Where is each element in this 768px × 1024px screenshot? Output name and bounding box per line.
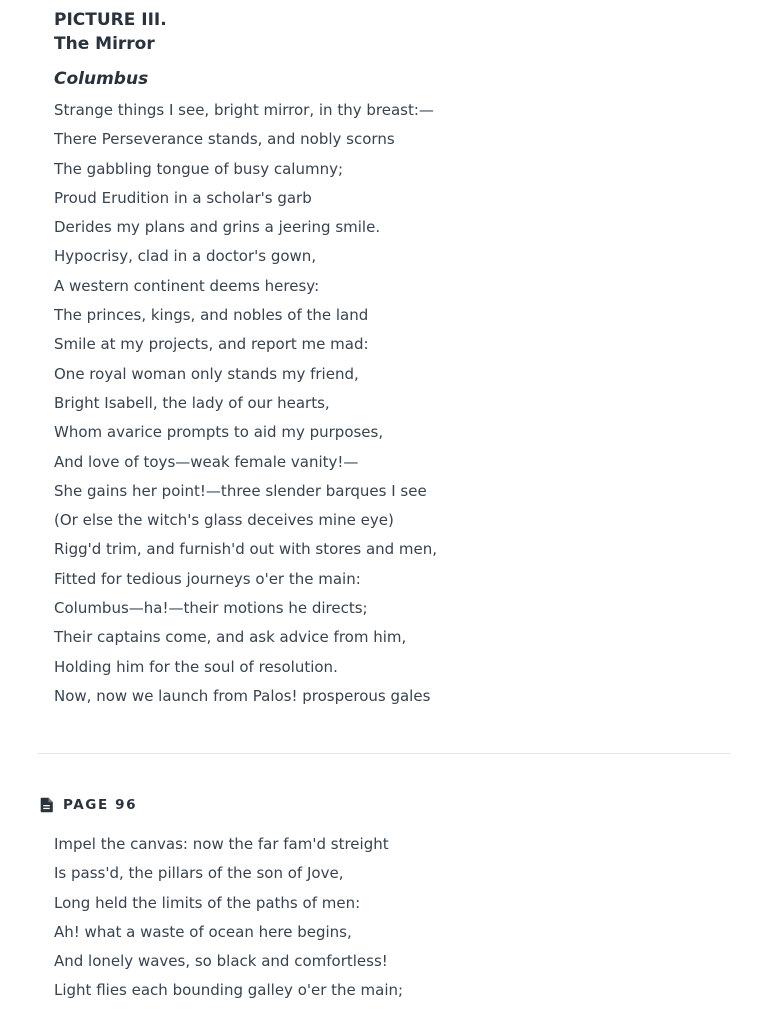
- section-title: The Mirror: [54, 34, 155, 54]
- verse-line: One royal woman only stands my friend,: [54, 364, 359, 383]
- verse-line: Rigg'd trim, and furnish'd out with stores and men,: [54, 540, 438, 559]
- verse-line: The princes, kings, and nobles of the land: [54, 306, 369, 325]
- verse-line: Impel the canvas: now the far fam'd streight: [54, 835, 389, 853]
- verse-line: Whom avarice prompts to aid my purposes,: [54, 423, 384, 442]
- verse-line: And lonely waves, so black and comfortless!: [54, 952, 388, 971]
- verse-block-2: [54, 830, 734, 1006]
- verse-line: Is pass'd, the pillars of the son of Jove,: [54, 864, 344, 883]
- verse-line: Derides my plans and grins a jeering smile.: [54, 218, 381, 237]
- verse-line: Ah! what a waste of ocean here begins,: [54, 922, 352, 941]
- verse-line: There Perseverance stands, and nobly scorns: [54, 130, 395, 149]
- verse-line: Now, now we launch from Palos! prosperous gales: [54, 686, 431, 705]
- verse-line: Proud Erudition in a scholar's garb: [54, 188, 312, 207]
- verse-line: And love of toys—weak female vanity!—: [54, 452, 359, 471]
- section-heading: [54, 8, 734, 56]
- poem-section: [54, 8, 734, 711]
- speaker-name: Columbus: [54, 69, 149, 89]
- verse-block-1: [54, 96, 734, 711]
- verse-line: (Or else the witch's glass deceives mine eye): [54, 511, 394, 530]
- verse-line: Hypocrisy, clad in a doctor's gown,: [54, 247, 317, 266]
- verse-line: Holding him for the soul of resolution.: [54, 657, 338, 676]
- verse-line: Smile at my projects, and report me mad:: [54, 335, 369, 354]
- verse-line: She gains her point!—three slender barques I see: [54, 481, 427, 500]
- page-marker: [40, 797, 137, 813]
- verse-line: The gabbling tongue of busy calumny;: [54, 159, 344, 178]
- verse-line: Fitted for tedious journeys o'er the main:: [54, 569, 361, 588]
- section-divider: [38, 753, 730, 754]
- verse-line: Strange things I see, bright mirror, in thy breast:—: [54, 101, 434, 119]
- verse-line: Their captains come, and ask advice from him,: [54, 628, 407, 647]
- verse-line: Bright Isabell, the lady of our hearts,: [54, 393, 330, 412]
- verse-line: Long held the limits of the paths of men:: [54, 893, 361, 912]
- document-icon: [40, 797, 54, 813]
- verse-line: Light flies each bounding galley o'er the main;: [54, 981, 404, 1000]
- verse-line: Columbus—ha!—their motions he directs;: [54, 599, 368, 618]
- page-number-label: PAGE 96: [63, 797, 138, 813]
- verse-line: A western continent deems heresy:: [54, 276, 320, 295]
- picture-label: PICTURE III.: [54, 10, 167, 30]
